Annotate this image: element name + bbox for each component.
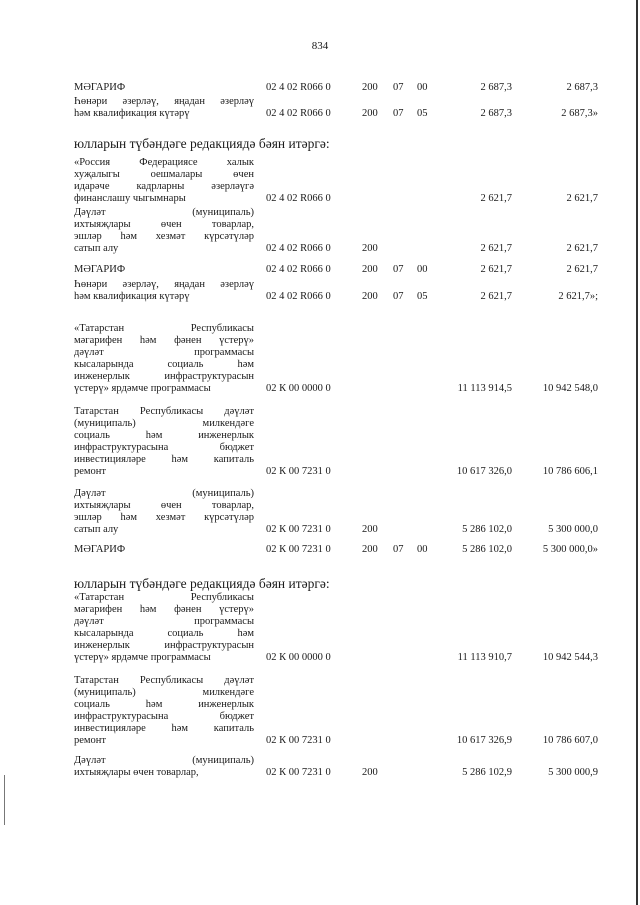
row-name-line: Татарстан Республикасы дәүләт [74,675,254,686]
row-subsection: 00 [417,264,428,275]
instruction-line: юлларын түбәндәге редакциядә бәян итәргә: [74,576,330,591]
row-name-line: Дәүләт (муниципаль) [74,755,254,766]
row-name-line: мәгарифен һәм фәнен үстерү» [74,604,254,615]
row-name-line: Дәүләт (муниципаль) [74,488,254,499]
row-value-2023: 5 286 102,9 [462,767,512,778]
row-name-line: МӘГАРИФ [74,264,126,275]
row-code: 02 4 02 R066 0 [266,82,331,93]
row-section: 07 [393,291,404,302]
row-name-line: эшләр һәм хезмәт күрсәтүләр [74,512,254,523]
row-name-line: ихтыяҗлары өчен товарлар, [74,219,254,230]
row-value-2024: 2 621,7»; [558,291,598,302]
row-value-2024: 10 786 606,1 [542,466,598,477]
row-expense-type: 200 [362,264,378,275]
row-value-2024: 5 300 000,0» [542,544,598,555]
row-name-line: МӘГАРИФ [74,544,126,555]
row-value-2023: 2 687,3 [480,108,512,119]
row-name-line: инвестицияләре һәм капиталь [74,454,254,465]
row-expense-type: 200 [362,291,378,302]
row-name-line: кысаларында социаль һәм [74,628,254,639]
row-name-line: МӘГАРИФ [74,82,126,93]
row-expense-type: 200 [362,524,378,535]
row-value-2023: 11 113 910,7 [457,652,512,663]
row-name-line: кысаларында социаль һәм [74,359,254,370]
row-code: 02 К 00 7231 0 [266,544,331,555]
row-name-line: үстерү» ярдәмче программасы [74,652,211,663]
row-subsection: 00 [417,544,428,555]
row-name-line: үстерү» ярдәмче программасы [74,383,211,394]
row-name-line: идарәче кадрларны әзерләүгә [74,181,254,192]
instruction-line: юлларын түбәндәге редакциядә бәян итәргә: [74,136,330,151]
row-name-line: инфраструктурасына бюджет [74,442,254,453]
row-name-line: финанслашу чыгымнары [74,193,186,204]
row-section: 07 [393,544,404,555]
scan-margin-mark [4,775,5,825]
row-name-line: ихтыяҗлары өчен товарлар, [74,767,199,778]
row-name-line: инвестицияләре һәм капиталь [74,723,254,734]
row-subsection: 05 [417,291,428,302]
row-name-line: сатып алу [74,524,119,535]
row-value-2024: 10 942 544,3 [542,652,598,663]
row-name-line: инженерлык инфраструктурасын [74,640,254,651]
row-value-2023: 11 113 914,5 [457,383,512,394]
row-expense-type: 200 [362,767,378,778]
row-value-2024: 5 300 000,0 [548,524,598,535]
page-number: 834 [311,40,329,52]
row-name-line: «Татарстан Республикасы [74,592,254,603]
row-name-line: (муниципаль) милкендәге [74,687,254,698]
row-code: 02 К 00 0000 0 [266,652,331,663]
row-value-2023: 10 617 326,9 [456,735,512,746]
row-name-line: Татарстан Республикасы дәүләт [74,406,254,417]
row-subsection: 00 [417,82,428,93]
scan-edge-line [636,0,638,905]
row-name-line: эшләр һәм хезмәт күрсәтүләр [74,231,254,242]
row-value-2023: 5 286 102,0 [462,544,512,555]
row-value-2024: 2 621,7 [566,193,598,204]
row-name-line: «Татарстан Республикасы [74,323,254,334]
row-name-line: дәүләт программасы [74,347,254,358]
row-subsection: 05 [417,108,428,119]
row-name-line: дәүләт программасы [74,616,254,627]
row-code: 02 4 02 R066 0 [266,243,331,254]
row-expense-type: 200 [362,243,378,254]
row-value-2023: 2 687,3 [480,82,512,93]
row-value-2023: 10 617 326,0 [456,466,512,477]
row-value-2023: 2 621,7 [480,264,512,275]
row-name-line: һәм квалификация күтәрү [74,291,190,302]
row-name-line: инженерлык инфраструктурасын [74,371,254,382]
row-section: 07 [393,264,404,275]
row-name-line: хуҗалыгы оешмалары өчен [74,169,254,180]
row-value-2024: 2 687,3» [561,108,598,119]
row-name-line: Һөнәри әзерләү, яңадан әзерләү [74,96,254,107]
row-name-line: Һөнәри әзерләү, яңадан әзерләү [74,279,254,290]
row-name-line: мәгарифен һәм фәнен үстерү» [74,335,254,346]
row-value-2023: 2 621,7 [480,193,512,204]
row-code: 02 4 02 R066 0 [266,264,331,275]
row-code: 02 4 02 R066 0 [266,108,331,119]
row-name-line: «Россия Федерациясе халык [74,157,254,168]
row-name-line: социаль һәм инженерлык [74,699,254,710]
row-code: 02 К 00 0000 0 [266,383,331,394]
row-name-line: Дәүләт (муниципаль) [74,207,254,218]
row-value-2024: 2 687,3 [566,82,598,93]
row-value-2023: 2 621,7 [480,291,512,302]
row-section: 07 [393,108,404,119]
row-value-2024: 2 621,7 [566,243,598,254]
row-expense-type: 200 [362,82,378,93]
row-name-line: социаль һәм инженерлык [74,430,254,441]
row-code: 02 К 00 7231 0 [266,524,331,535]
row-value-2024: 10 942 548,0 [542,383,598,394]
row-expense-type: 200 [362,108,378,119]
row-section: 07 [393,82,404,93]
row-code: 02 К 00 7231 0 [266,466,331,477]
row-code: 02 4 02 R066 0 [266,193,331,204]
row-code: 02 К 00 7231 0 [266,735,331,746]
row-value-2023: 2 621,7 [480,243,512,254]
row-name-line: сатып алу [74,243,119,254]
row-name-line: ремонт [74,466,107,477]
row-value-2024: 10 786 607,0 [542,735,598,746]
row-name-line: һәм квалификация күтәрү [74,108,190,119]
row-value-2023: 5 286 102,0 [462,524,512,535]
row-value-2024: 5 300 000,9 [548,767,598,778]
row-name-line: ихтыяҗлары өчен товарлар, [74,500,254,511]
row-value-2024: 2 621,7 [566,264,598,275]
row-code: 02 К 00 7231 0 [266,767,331,778]
row-name-line: (муниципаль) милкендәге [74,418,254,429]
row-expense-type: 200 [362,544,378,555]
row-name-line: ремонт [74,735,107,746]
row-name-line: инфраструктурасына бюджет [74,711,254,722]
row-code: 02 4 02 R066 0 [266,291,331,302]
